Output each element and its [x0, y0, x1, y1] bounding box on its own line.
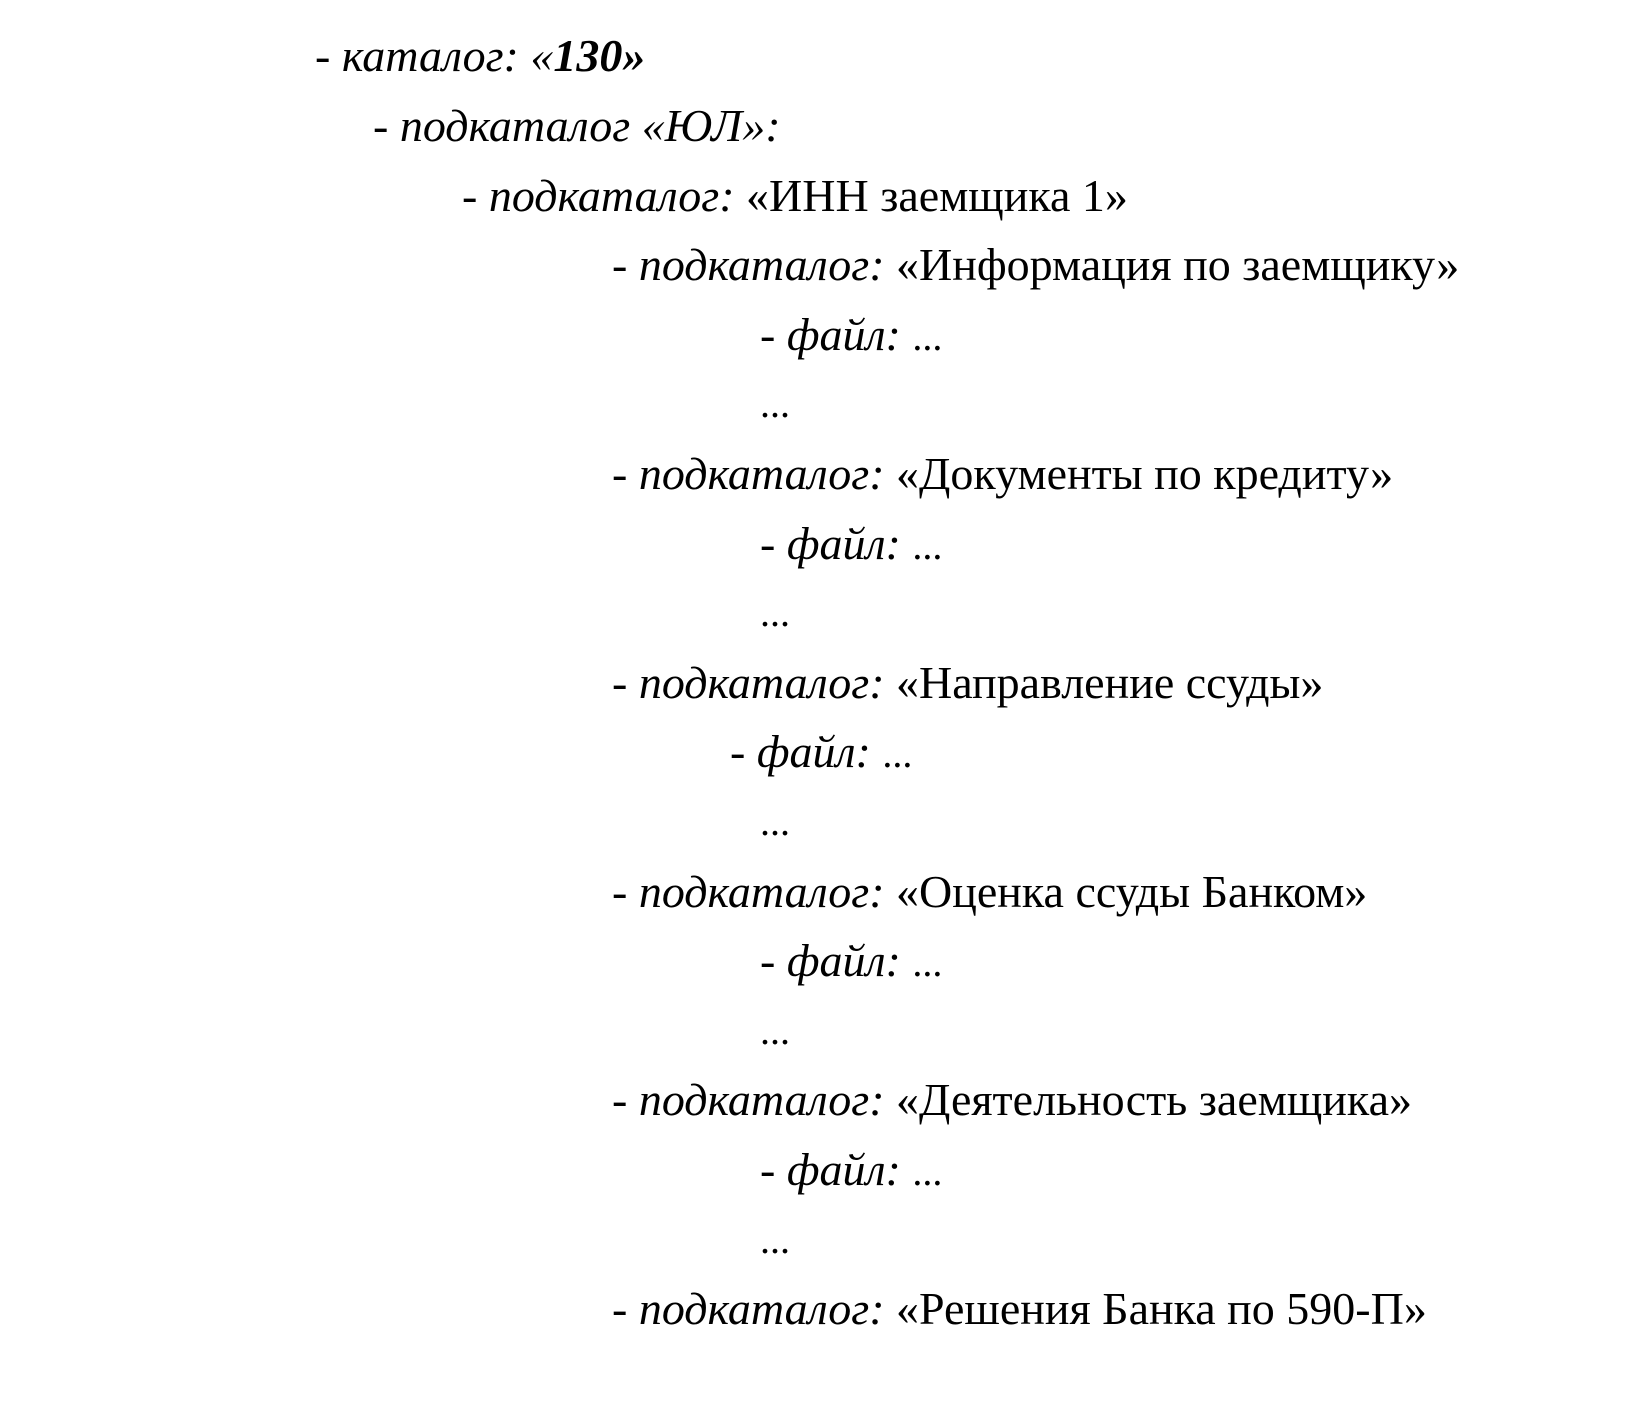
file-label: - файл:	[730, 726, 871, 777]
subcatalog-line	[612, 655, 1323, 711]
catalog-line	[315, 28, 645, 84]
file-label: - файл:	[760, 518, 901, 569]
catalog-prefix: - каталог: «	[315, 30, 554, 81]
subcatalog-line	[612, 864, 1367, 920]
subcatalog-line	[612, 1072, 1412, 1128]
ellipsis-line: ...	[760, 799, 790, 844]
subcatalog-prefix: - подкаталог:	[612, 1283, 885, 1334]
subcatalog-ul-line: - подкаталог «ЮЛ»:	[373, 100, 781, 151]
subcatalog-line	[612, 446, 1393, 502]
catalog-name: 130»	[553, 30, 646, 81]
file-value: ...	[912, 314, 943, 359]
file-value: ...	[912, 523, 943, 568]
file-line	[760, 307, 942, 365]
subcatalog-prefix: - подкаталог:	[612, 866, 885, 917]
subcatalog-name: «Информация по заемщику»	[896, 239, 1460, 290]
file-line	[730, 724, 912, 782]
subcatalog-prefix: - подкаталог:	[612, 239, 885, 290]
subcatalog-prefix: - подкаталог:	[462, 170, 735, 221]
file-value: ...	[912, 1149, 943, 1194]
ellipsis-line: ...	[760, 1217, 790, 1262]
file-label: - файл:	[760, 935, 901, 986]
file-line	[760, 1142, 942, 1200]
subcatalog-name: «Решения Банка по 590-П»	[896, 1283, 1427, 1334]
file-line	[760, 933, 942, 991]
subcatalog-name: «ИНН заемщика 1»	[746, 170, 1128, 221]
subcatalog-name: «Документы по кредиту»	[896, 448, 1394, 499]
file-value: ...	[882, 731, 913, 776]
subcatalog-name: «Оценка ссуды Банком»	[896, 866, 1368, 917]
file-value: ...	[912, 940, 943, 985]
file-label: - файл:	[760, 309, 901, 360]
subcatalog-prefix: - подкаталог:	[612, 448, 885, 499]
subcatalog-inn-line	[462, 168, 1128, 224]
file-line	[760, 516, 942, 574]
file-label: - файл:	[760, 1144, 901, 1195]
ellipsis-line: ...	[760, 590, 790, 635]
subcatalog-line	[612, 237, 1459, 293]
subcatalog-line	[612, 1281, 1427, 1337]
subcatalog-name: «Деятельность заемщика»	[896, 1074, 1412, 1125]
subcatalog-prefix: - подкаталог:	[612, 657, 885, 708]
subcatalog-name: «Направление ссуды»	[896, 657, 1324, 708]
subcatalog-prefix: - подкаталог:	[612, 1074, 885, 1125]
ellipsis-line: ...	[760, 381, 790, 426]
ellipsis-line: ...	[760, 1008, 790, 1053]
